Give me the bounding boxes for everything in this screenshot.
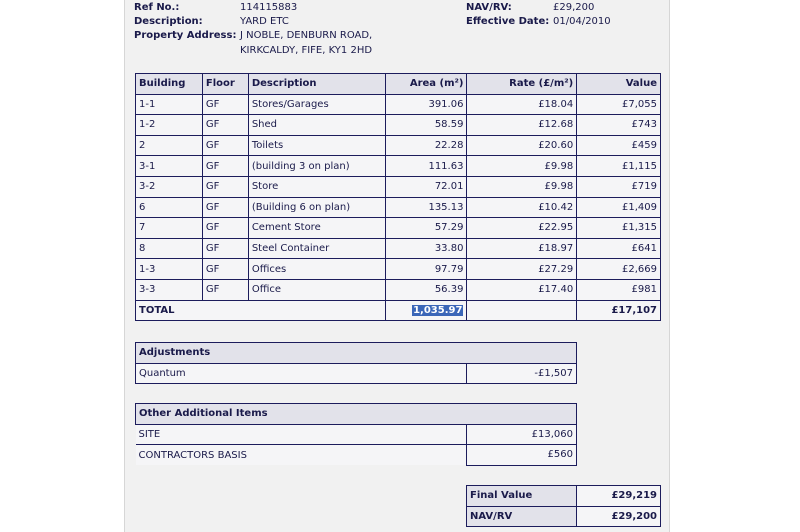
cell-description: Stores/Garages bbox=[248, 94, 385, 115]
cell-building: 8 bbox=[136, 238, 203, 259]
cell-building: 3-1 bbox=[136, 156, 203, 177]
other-item-label: SITE bbox=[136, 424, 467, 445]
cell-floor: GF bbox=[202, 218, 248, 239]
cell-floor: GF bbox=[202, 135, 248, 156]
cell-floor: GF bbox=[202, 279, 248, 300]
nav-rv-value: £29,200 bbox=[577, 506, 661, 527]
table-row bbox=[136, 135, 661, 156]
cell-value: £2,669 bbox=[577, 259, 661, 280]
cell-rate: £22.95 bbox=[467, 218, 577, 239]
nav-label: NAV/RV: bbox=[466, 2, 512, 13]
table-row bbox=[136, 363, 577, 384]
cell-area: 33.80 bbox=[385, 238, 467, 259]
cell-value: £1,115 bbox=[577, 156, 661, 177]
cell-description: (building 3 on plan) bbox=[248, 156, 385, 177]
column-header-value: Value bbox=[577, 74, 661, 95]
cell-description: Store bbox=[248, 176, 385, 197]
cell-rate: £18.04 bbox=[467, 94, 577, 115]
cell-building: 3-2 bbox=[136, 176, 203, 197]
other-item-label: CONTRACTORS BASIS bbox=[136, 445, 467, 466]
column-header-area: Area (m²) bbox=[385, 74, 467, 95]
cell-floor: GF bbox=[202, 156, 248, 177]
cell-building: 3-3 bbox=[136, 279, 203, 300]
address-line-1: J NOBLE, DENBURN ROAD, bbox=[240, 30, 373, 41]
table-row bbox=[136, 176, 661, 197]
table-row bbox=[136, 259, 661, 280]
table-row bbox=[136, 445, 577, 466]
cell-floor: GF bbox=[202, 94, 248, 115]
cell-description: Office bbox=[248, 279, 385, 300]
cell-description: Steel Container bbox=[248, 238, 385, 259]
adjustments-table bbox=[135, 342, 577, 384]
description-label: Description: bbox=[134, 16, 203, 27]
table-row bbox=[136, 424, 577, 445]
cell-description: Offices bbox=[248, 259, 385, 280]
total-area-selected[interactable]: 1,035.97 bbox=[413, 304, 463, 316]
final-value: £29,219 bbox=[577, 486, 661, 507]
other-item-value: £13,060 bbox=[467, 424, 577, 445]
cell-floor: GF bbox=[202, 176, 248, 197]
cell-description: (Building 6 on plan) bbox=[248, 197, 385, 218]
cell-area: 97.79 bbox=[385, 259, 467, 280]
cell-building: 1-3 bbox=[136, 259, 203, 280]
other-items-table bbox=[135, 403, 577, 466]
other-items-header-row bbox=[136, 404, 577, 425]
cell-building: 2 bbox=[136, 135, 203, 156]
table-row bbox=[136, 156, 661, 177]
address-label: Property Address: bbox=[134, 30, 237, 41]
valuation-panel bbox=[124, 0, 670, 532]
cell-area: 135.13 bbox=[385, 197, 467, 218]
summary-table bbox=[466, 485, 661, 527]
cell-description: Shed bbox=[248, 115, 385, 136]
cell-rate: £12.68 bbox=[467, 115, 577, 136]
table-row bbox=[136, 197, 661, 218]
table-row bbox=[136, 238, 661, 259]
nav-rv-row bbox=[467, 506, 661, 527]
total-label: TOTAL bbox=[136, 300, 386, 321]
adjustment-value: -£1,507 bbox=[467, 363, 577, 384]
cell-building: 1-1 bbox=[136, 94, 203, 115]
cell-rate: £18.97 bbox=[467, 238, 577, 259]
address-line-2: KIRKCALDY, FIFE, KY1 2HD bbox=[240, 45, 373, 56]
table-header-row bbox=[136, 74, 661, 95]
cell-rate: £20.60 bbox=[467, 135, 577, 156]
cell-floor: GF bbox=[202, 259, 248, 280]
column-header-floor: Floor bbox=[202, 74, 248, 95]
cell-area: 391.06 bbox=[385, 94, 467, 115]
total-value: £17,107 bbox=[577, 300, 661, 321]
column-header-description: Description bbox=[248, 74, 385, 95]
final-value-row bbox=[467, 486, 661, 507]
cell-building: 6 bbox=[136, 197, 203, 218]
valuation-table bbox=[135, 73, 661, 321]
total-area-cell bbox=[385, 300, 467, 321]
column-header-building: Building bbox=[136, 74, 203, 95]
cell-rate: £9.98 bbox=[467, 156, 577, 177]
cell-area: 56.39 bbox=[385, 279, 467, 300]
ref-value: 114115883 bbox=[240, 2, 298, 13]
cell-rate: £10.42 bbox=[467, 197, 577, 218]
cell-rate: £27.29 bbox=[467, 259, 577, 280]
cell-floor: GF bbox=[202, 238, 248, 259]
description-value: YARD ETC bbox=[240, 16, 289, 27]
cell-rate: £9.98 bbox=[467, 176, 577, 197]
nav-rv-label: NAV/RV bbox=[467, 506, 577, 527]
table-row bbox=[136, 115, 661, 136]
table-row bbox=[136, 94, 661, 115]
effective-date-value: 01/04/2010 bbox=[553, 16, 611, 27]
adjustments-header-row bbox=[136, 343, 577, 364]
cell-value: £641 bbox=[577, 238, 661, 259]
cell-area: 22.28 bbox=[385, 135, 467, 156]
nav-value: £29,200 bbox=[553, 2, 595, 13]
cell-description: Toilets bbox=[248, 135, 385, 156]
cell-value: £1,315 bbox=[577, 218, 661, 239]
cell-building: 1-2 bbox=[136, 115, 203, 136]
cell-floor: GF bbox=[202, 197, 248, 218]
adjustment-label: Quantum bbox=[136, 363, 467, 384]
cell-area: 111.63 bbox=[385, 156, 467, 177]
cell-value: £743 bbox=[577, 115, 661, 136]
cell-floor: GF bbox=[202, 115, 248, 136]
cell-area: 57.29 bbox=[385, 218, 467, 239]
total-row bbox=[136, 300, 661, 321]
adjustments-title: Adjustments bbox=[136, 343, 577, 364]
total-rate-empty bbox=[467, 300, 577, 321]
cell-area: 72.01 bbox=[385, 176, 467, 197]
cell-value: £981 bbox=[577, 279, 661, 300]
other-items-title: Other Additional Items bbox=[136, 404, 577, 425]
other-item-value: £560 bbox=[467, 445, 577, 466]
column-header-rate: Rate (£/m²) bbox=[467, 74, 577, 95]
cell-value: £7,055 bbox=[577, 94, 661, 115]
table-row bbox=[136, 279, 661, 300]
cell-description: Cement Store bbox=[248, 218, 385, 239]
effective-date-label: Effective Date: bbox=[466, 16, 550, 27]
cell-area: 58.59 bbox=[385, 115, 467, 136]
ref-label: Ref No.: bbox=[134, 2, 180, 13]
table-row bbox=[136, 218, 661, 239]
cell-value: £459 bbox=[577, 135, 661, 156]
cell-value: £719 bbox=[577, 176, 661, 197]
cell-building: 7 bbox=[136, 218, 203, 239]
final-value-label: Final Value bbox=[467, 486, 577, 507]
cell-value: £1,409 bbox=[577, 197, 661, 218]
cell-rate: £17.40 bbox=[467, 279, 577, 300]
